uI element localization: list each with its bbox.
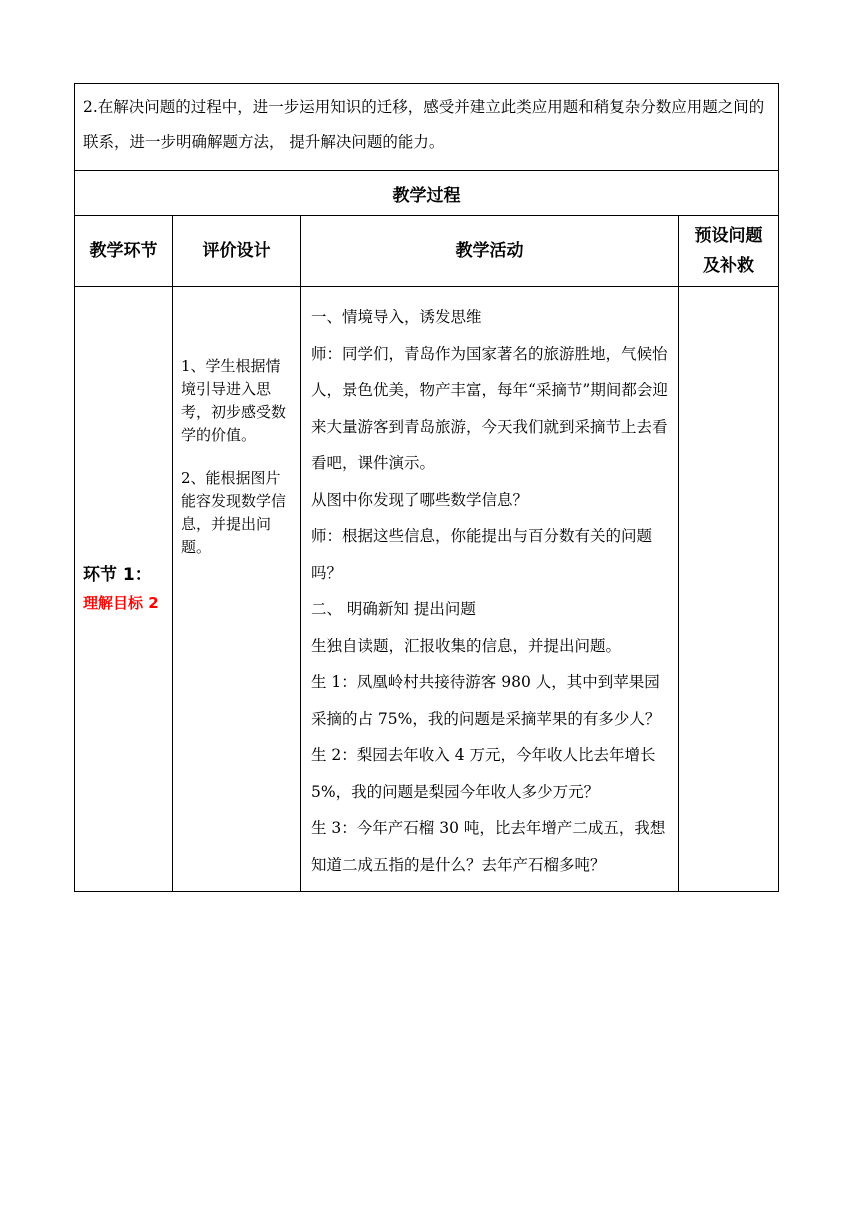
header-stage: 教学环节 <box>75 216 173 287</box>
header-evaluation: 评价设计 <box>173 216 301 287</box>
activity-cell <box>301 287 679 892</box>
activity-heading-2: 二、 明确新知 提出问题 <box>311 600 476 618</box>
header-activity: 教学活动 <box>301 216 679 287</box>
evaluation-item-1: 1、学生根据情境引导进入思考，初步感受数学的价值。 <box>181 357 287 444</box>
section-title: 教学过程 <box>75 171 779 216</box>
activity-paragraph: 生 3：今年产石榴 30 吨，比去年增产二成五，我想知道二成五指的是什么？去年产石榴多吨？ <box>311 819 666 874</box>
header-preset-line2: 及补救 <box>703 256 755 276</box>
activity-paragraph: 师：同学们，青岛作为国家著名的旅游胜地，气候怡人，景色优美，物产丰富，每年“采摘节”期间都会迎来大量游客到青岛旅游，今天我们就到采摘节上去看看吧，课件演示。 <box>311 344 668 472</box>
stage-title: 环节 1： <box>83 565 152 585</box>
header-preset-line1: 预设问题 <box>694 226 763 246</box>
activity-heading-1: 一、情境导入，诱发思维 <box>311 308 482 326</box>
evaluation-cell <box>173 287 301 892</box>
activity-paragraph: 生独自读题，汇报收集的信息，并提出问题。 <box>311 636 622 655</box>
activity-paragraph: 生 1：凤凰岭村共接待游客 980 人，其中到苹果园采摘的占 75%，我的问题是采摘苹果的有多少人？ <box>311 673 661 728</box>
activity-paragraph: 生 2：梨园去年收入 4 万元，今年收人比去年增长 5%，我的问题是梨园今年收人多少万元？ <box>311 746 656 801</box>
evaluation-item-2: 2、能根据图片能容发现数学信息，并提出问题。 <box>181 469 287 556</box>
preset-cell <box>679 287 779 892</box>
activity-paragraph: 师：根据这些信息，你能提出与百分数有关的问题吗？ <box>311 527 653 582</box>
stage-cell <box>75 287 173 892</box>
objective-text: 2.在解决问题的过程中，进一步运用知识的迁移，感受并建立此类应用题和稍复杂分数应用题之间的联系，进一步明确解题方法， 提升解决问题的能力。 <box>83 98 765 151</box>
header-preset <box>679 216 779 287</box>
objective-cell <box>75 84 779 171</box>
lesson-plan-table <box>74 83 779 892</box>
stage-goal: 理解目标 2 <box>83 594 159 612</box>
activity-paragraph: 从图中你发现了哪些数学信息？ <box>311 490 529 509</box>
